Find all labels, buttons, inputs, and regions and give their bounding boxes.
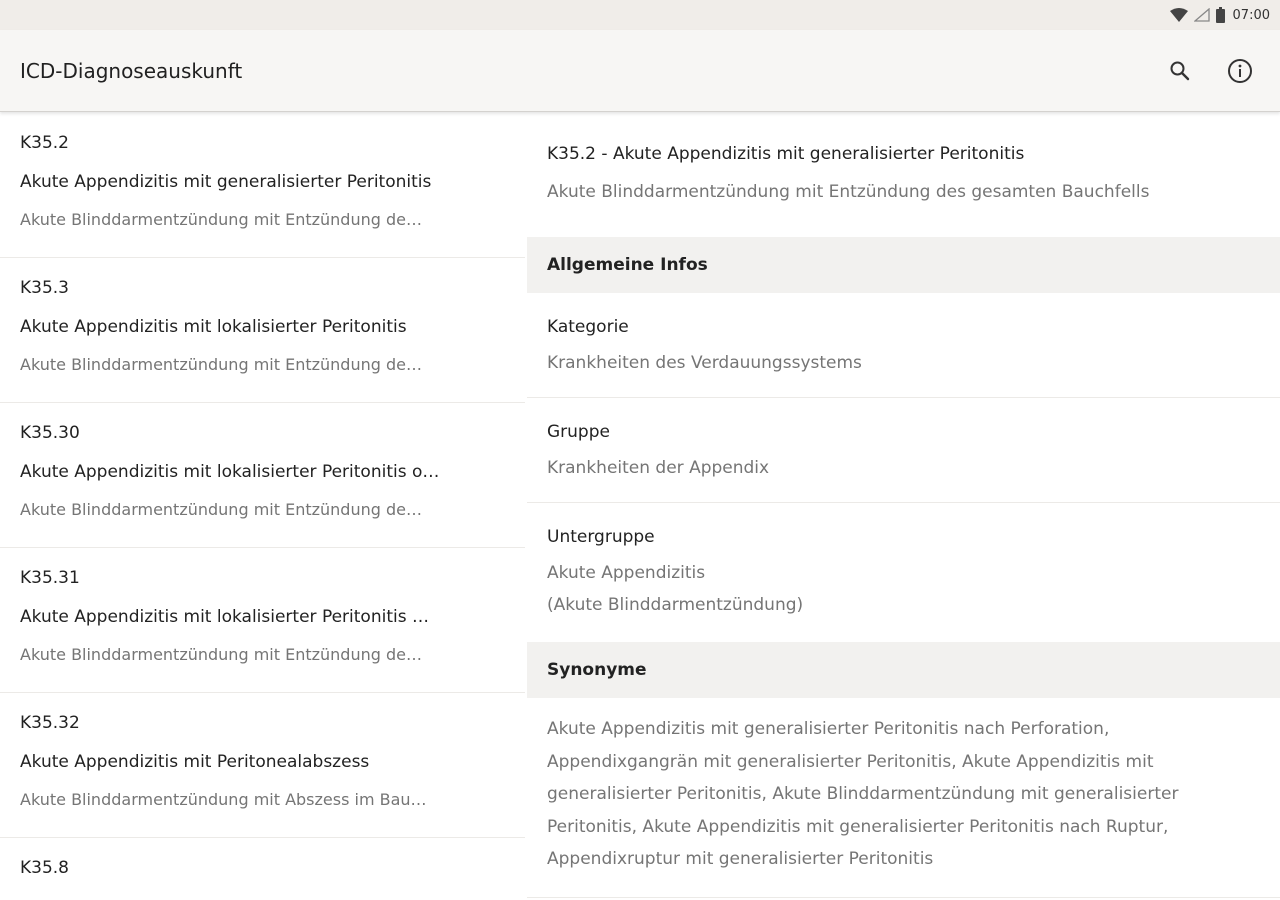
status-time: 07:00	[1232, 7, 1270, 23]
wifi-icon	[1170, 8, 1188, 22]
detail-subtitle: Akute Blinddarmentzündung mit Entzündung des gesamten Bauchfells	[547, 182, 1150, 202]
item-title: Akute Appendizitis mit lokalisierter Peritonitis o…	[20, 462, 440, 482]
list-item[interactable]	[0, 548, 525, 693]
subgroup-label: Untergruppe	[547, 527, 655, 547]
section-header-general: Allgemeine Infos	[527, 237, 1280, 293]
search-icon	[1168, 59, 1192, 83]
synonyms-block	[527, 698, 1280, 898]
signal-icon	[1194, 8, 1210, 22]
subgroup-value	[547, 557, 1260, 621]
info-icon	[1227, 58, 1253, 84]
detail-title: K35.2 - Akute Appendizitis mit generalisierter Peritonitis	[547, 144, 1025, 164]
item-title: Akute Appendizitis mit lokalisierter Peritonitis …	[20, 607, 429, 627]
detail-header	[527, 113, 1280, 237]
list-item[interactable]	[0, 403, 525, 548]
category-field	[527, 293, 1280, 398]
item-title: Akute Appendizitis mit Peritonealabszess	[20, 752, 370, 772]
item-title: Akute Appendizitis mit generalisierter Peritonitis	[20, 172, 432, 192]
subgroup-field	[527, 503, 1280, 642]
search-button[interactable]	[1160, 51, 1200, 91]
item-code: K35.31	[20, 568, 80, 588]
detail-pane	[527, 113, 1280, 900]
item-title	[20, 896, 503, 900]
subgroup-value-line2: (Akute Blinddarmentzündung)	[547, 595, 804, 615]
synonyms-text: Akute Appendizitis mit generalisierter Peritonitis nach Perforation, Appendixgangrän mit generalisierter Peritonitis, Akute Appendizitis mit generalisierter Peritonitis, Akute Blinddarmentzündung mit generalisierter Peritonitis, Akute Appendizitis mit generalisierter Peritonitis nach Ruptur, Appendixruptur mit generalisierter Peritonitis	[547, 719, 1179, 869]
app-bar	[0, 30, 1280, 112]
item-subtitle: Akute Blinddarmentzündung mit Abszess im Bau…	[20, 790, 427, 809]
list-item[interactable]	[0, 838, 525, 900]
section-header-synonyms: Synonyme	[527, 642, 1280, 698]
list-item[interactable]	[0, 693, 525, 838]
category-value: Krankheiten des Verdauungssystems	[547, 353, 862, 373]
app-title: ICD-Diagnoseauskunft	[20, 58, 243, 83]
status-bar	[0, 0, 1280, 30]
item-subtitle: Akute Blinddarmentzündung mit Entzündung de…	[20, 500, 422, 519]
item-code: K35.3	[20, 278, 69, 298]
list-item[interactable]	[0, 113, 525, 258]
group-value: Krankheiten der Appendix	[547, 458, 770, 478]
diagnosis-list	[0, 113, 525, 900]
item-title: Akute Appendizitis mit lokalisierter Peritonitis	[20, 317, 407, 337]
item-code: K35.32	[20, 713, 80, 733]
group-label: Gruppe	[547, 422, 610, 442]
item-code: K35.8	[20, 858, 69, 878]
item-code: K35.2	[20, 133, 69, 153]
battery-icon	[1216, 7, 1225, 23]
item-subtitle: Akute Blinddarmentzündung mit Entzündung de…	[20, 355, 422, 374]
group-field	[527, 398, 1280, 503]
item-subtitle: Akute Blinddarmentzündung mit Entzündung de…	[20, 645, 422, 664]
item-code: K35.30	[20, 423, 80, 443]
subgroup-value-line1: Akute Appendizitis	[547, 563, 706, 583]
item-subtitle: Akute Blinddarmentzündung mit Entzündung de…	[20, 210, 422, 229]
info-button[interactable]	[1220, 51, 1260, 91]
list-item[interactable]	[0, 258, 525, 403]
category-label: Kategorie	[547, 317, 629, 337]
